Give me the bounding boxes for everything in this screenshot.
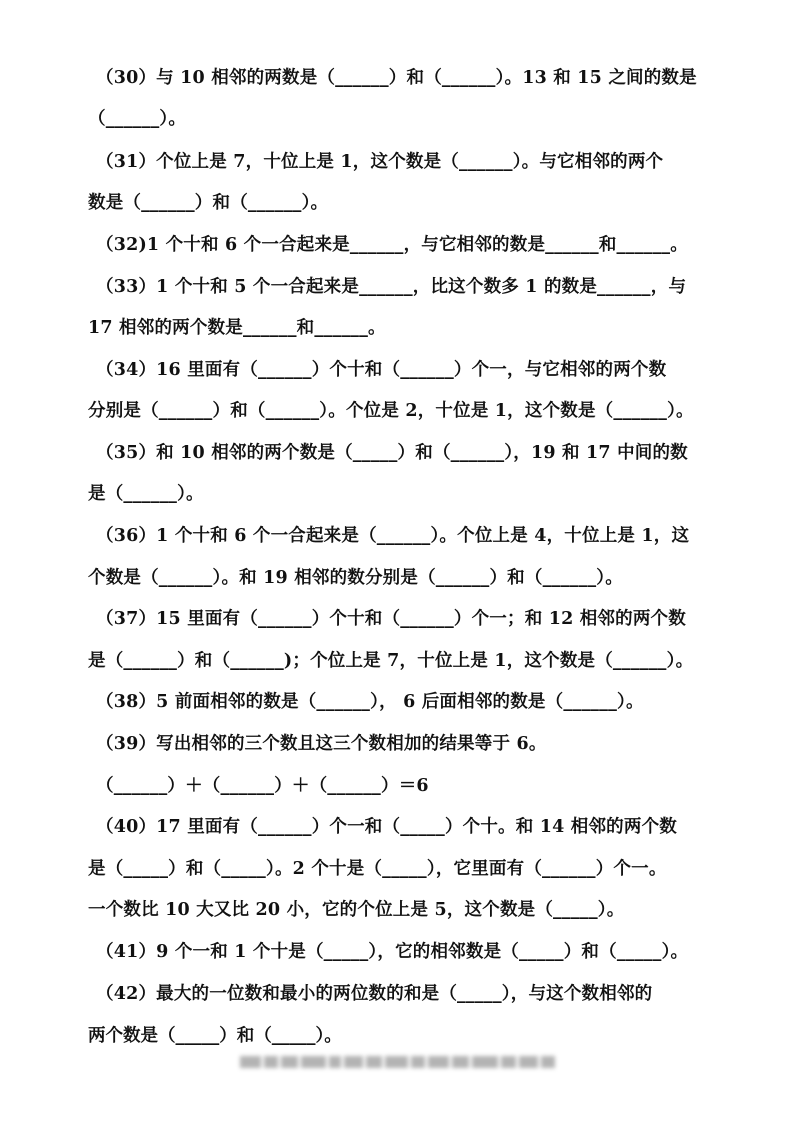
q42-line-1: （42）最大的一位数和最小的两位数的和是（_____），与这个数相邻的	[96, 984, 653, 1004]
q40-line-3: 一个数比 10 大又比 20 小，它的个位上是 5，这个数是（_____）。	[88, 900, 625, 920]
q37-line-2: 是（______）和（______)；个位上是 7，十位上是 1，这个数是（______）。	[88, 651, 694, 671]
q36-line-1: （36）1 个十和 6 个一合起来是（______）。个位上是 4，十位上是 1，这	[96, 526, 690, 546]
q40-line-1: （40）17 里面有（______）个一和（_____）个十。和 14 相邻的两个数	[96, 817, 677, 837]
q41-line-1: （41）9 个一和 1 个十是（_____），它的相邻数是（_____）和（_____）。	[96, 942, 689, 962]
q39-line-1: （39）写出相邻的三个数且这三个数相加的结果等于 6。	[96, 734, 547, 754]
q42-line-2-cropped	[88, 1018, 408, 1046]
q33-line-1: （33）1 个十和 5 个一合起来是______，比这个数多 1 的数是______，与	[96, 277, 687, 297]
q38-line-1: （38）5 前面相邻的数是（______）， 6 后面相邻的数是（______）。	[96, 692, 644, 712]
q34-line-2: 分别是（______）和（______）。个位是 2，十位是 1，这个数是（______）。	[88, 401, 694, 421]
q32-line-1: （32)1 个十和 6 个一合起来是______，与它相邻的数是______和______。	[96, 235, 688, 255]
q30-line-1: （30）与 10 相邻的两数是（______）和（______）。13 和 15 之间的数是	[96, 68, 697, 88]
q35-line-2: 是（______）。	[88, 484, 204, 504]
q35-line-1: （35）和 10 相邻的两个数是（_____）和（______），19 和 17 中间的数	[96, 443, 688, 463]
q31-line-1: （31）个位上是 7，十位上是 1，这个数是（______）。与它相邻的两个	[96, 152, 664, 172]
q31-line-2: 数是（______）和（______）。	[88, 193, 329, 213]
blurred-footer-watermark	[240, 1054, 555, 1070]
q37-line-1: （37）15 里面有（______）个十和（______）个一；和 12 相邻的两个数	[96, 609, 686, 629]
q39-line-2: （______）＋（______）＋（______）＝6	[96, 776, 429, 796]
q30-line-2: （______）。	[88, 109, 187, 129]
q36-line-2: 个数是（______）。和 19 相邻的数分别是（______）和（______）。	[88, 568, 623, 588]
q34-line-1: （34）16 里面有（______）个十和（______）个一，与它相邻的两个数	[96, 360, 667, 380]
q42-line-2-text: 两个数是（_____）和（_____）。	[88, 1026, 342, 1046]
q33-line-2: 17 相邻的两个数是______和______。	[88, 318, 386, 338]
q40-line-2: 是（_____）和（_____）。2 个十是（_____），它里面有（______）个一。	[88, 859, 667, 879]
